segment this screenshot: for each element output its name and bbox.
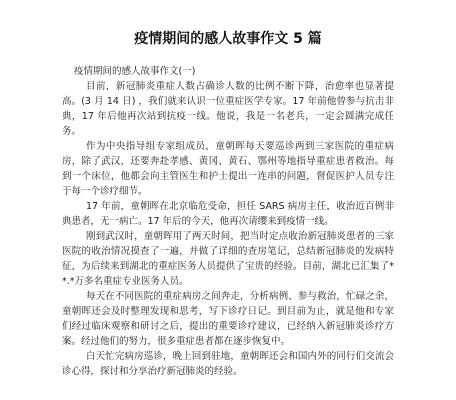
paragraph-2: 作为中央指导组专家组成员，童朝晖每天要巡诊两到三家医院的重症病房，除了武汉，还要奔赴孝感、黄冈、黄石、鄂州等地指导重症患者救治。每到一个床位，他都会向主管医生和护士提出一连串的问题，督促医护人员专注于每一个诊疗细节。 <box>62 141 394 197</box>
paragraph-4: 刚到武汉时，童朝晖用了两天时间，把当时定点收治新冠肺炎患者的三家医院的收治情况摸查了一遍，并做了详细的查房笔记，总结新冠肺炎的发病特征，为后续来到湖北的重症医务人员提供了宝贵的经验。目前，湖北已汇集了**.*万多名重症专业医务人员。 <box>62 231 394 287</box>
paragraph-1: 目前，新冠肺炎重症人数占确诊人数的比例不断下降，治愈率也显著提高。(3 月 14 日) ，我们就来认识一位重症医学专家。17 年前他曾参与抗击非典，17 年后他再次站到抗疫一线。他说，我是一名老兵，一定会圆满完成任务。 <box>62 81 394 137</box>
paragraph-6: 白天忙完病房巡诊，晚上回到驻地，童朝晖还会和国内外的同行们交流会诊心得，探讨和分享治疗新冠肺炎的经验。 <box>62 351 394 377</box>
paragraph-5: 每天在不同医院的重症病房之间奔走，分析病例、参与救治，忙碌之余，童朝晖还会及时整理发现和思考，写下诊疗日记。到目前为止，就是他和专家们经过临床观察和研讨之后，提出的重要诊疗建议，已经纳入新冠肺炎诊疗方案。经过他们的努力，很多重症患者都在逐步恢复中。 <box>62 291 394 347</box>
paragraph-3: 17 年前，童朝晖在北京临危受命，担任 SARS 病房主任，收治近百例非典患者，无一病亡。17 年后的今天，他再次请缨来到疫情一线。 <box>62 201 394 227</box>
section-subtitle: 疫情期间的感人故事作文(一) <box>74 66 196 77</box>
document-title: 疫情期间的感人故事作文 5 篇 <box>134 31 322 47</box>
